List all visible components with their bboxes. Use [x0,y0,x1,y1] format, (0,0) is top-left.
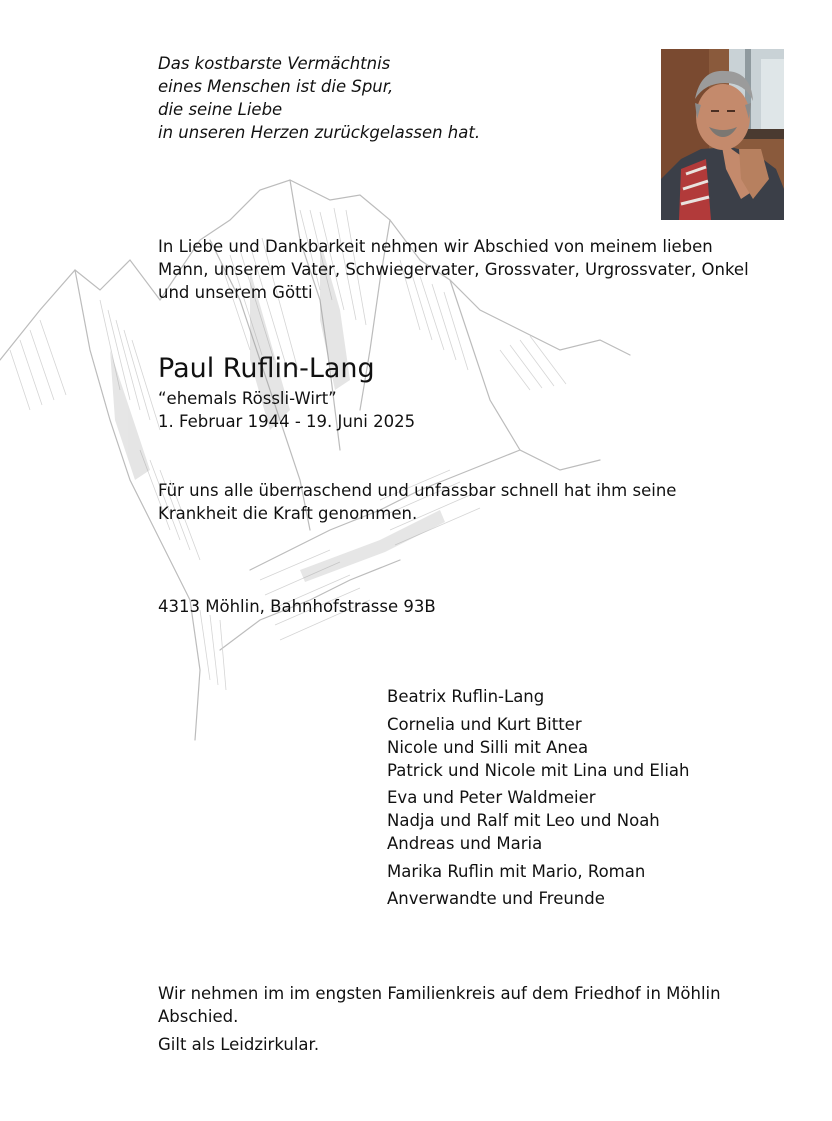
funeral-line: Abschied. [158,1007,239,1026]
family-group [387,685,690,708]
family-member: Marika Ruflin mit Mario, Roman [387,861,646,881]
quote-line: die seine Liebe [158,100,283,119]
illness-line: Für uns alle überraschend und unfassbar schnell hat ihm seine [158,481,677,500]
circular-note: Gilt als Leidzirkular. [158,1035,320,1054]
farewell-intro [158,235,749,304]
family-member: Eva und Peter Waldmeier [387,788,596,807]
family-member: Andreas und Maria [387,834,543,853]
illness-text [158,479,676,525]
quote-line: in unseren Herzen zurückgelassen hat. [158,123,481,142]
intro-line: Mann, unserem Vater, Schwiegervater, Grossvater, Urgrossvater, Onkel [158,260,749,279]
family-member: Cornelia und Kurt Bitter [387,714,582,734]
family-group [387,786,690,855]
deceased-name: Paul Ruflin-Lang [158,353,375,384]
illness-line: Krankheit die Kraft genommen. [158,504,418,523]
family-member: Nicole und Silli mit Anea [387,737,589,757]
family-group [387,860,690,883]
mourning-address: 4313 Möhlin, Bahnhofstrasse 93B [158,597,436,616]
family-member: Anverwandte und Freunde [387,889,605,908]
funeral-notice [158,982,721,1028]
quote-line: eines Menschen ist die Spur, [158,77,394,96]
family-member: Beatrix Ruflin-Lang [387,687,545,706]
family-member: Nadja und Ralf mit Leo und Noah [387,811,660,830]
family-group [387,887,690,910]
family-list [387,685,690,915]
intro-line: In Liebe und Dankbarkeit nehmen wir Abschied von meinem lieben [158,237,713,256]
portrait-photo [661,49,784,220]
deceased-nickname: “ehemals Rössli-Wirt” [158,389,337,408]
quote-line: Das kostbarste Vermächtnis [158,54,391,73]
memorial-quote [158,52,480,144]
family-group [387,713,690,782]
funeral-line: Wir nehmen im im engsten Familienkreis auf dem Friedhof in Möhlin [158,984,721,1003]
life-dates: 1. Februar 1944 - 19. Juni 2025 [158,412,416,431]
intro-line: und unserem Götti [158,283,313,302]
family-member: Patrick und Nicole mit Lina und Eliah [387,760,690,780]
